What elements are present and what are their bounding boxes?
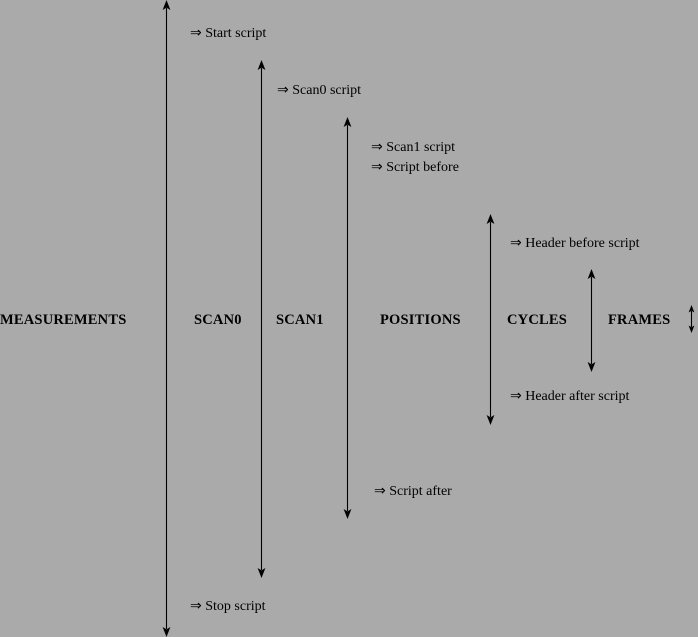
annotation-script-after [374,483,452,500]
level-label-measurements: MEASUREMENTS [0,312,127,328]
level-label-scan0: SCAN0 [194,312,242,328]
annotation-start-script [190,25,266,42]
annotation-header-after-script [510,388,629,405]
annotation-stop-script [190,598,266,615]
annotation-text: Script after [389,484,452,499]
implies-icon: ⇒ [371,140,383,155]
implies-icon: ⇒ [190,26,202,41]
implies-icon: ⇒ [371,160,383,175]
arrow-scan1-span [341,116,354,520]
arrow-cycles-span [585,268,598,373]
level-label-cycles: CYCLES [507,312,568,328]
implies-icon: ⇒ [374,484,386,499]
annotation-scan0-script [277,82,361,99]
implies-icon: ⇒ [510,389,522,404]
level-label-scan1: SCAN1 [276,312,324,328]
annotation-script-before [371,159,459,176]
annotation-text: Scan0 script [292,83,362,98]
implies-icon: ⇒ [190,599,202,614]
annotation-header-before-script [510,235,640,252]
arrow-positions-span [484,213,497,426]
arrow-scan0-span [255,59,268,579]
arrow-measurements-span [160,0,173,637]
annotation-text: Start script [205,26,267,41]
arrow-frames-span [686,305,697,333]
level-label-frames: FRAMES [608,312,671,328]
implies-icon: ⇒ [510,236,522,251]
annotation-text: Scan1 script [386,140,456,155]
annotation-text: Script before [386,160,459,175]
implies-icon: ⇒ [277,83,289,98]
annotation-text: Stop script [205,599,266,614]
annotation-scan1-script [371,139,455,156]
annotation-text: Header after script [525,389,630,404]
annotation-text: Header before script [525,236,640,251]
level-label-positions: POSITIONS [380,312,461,328]
